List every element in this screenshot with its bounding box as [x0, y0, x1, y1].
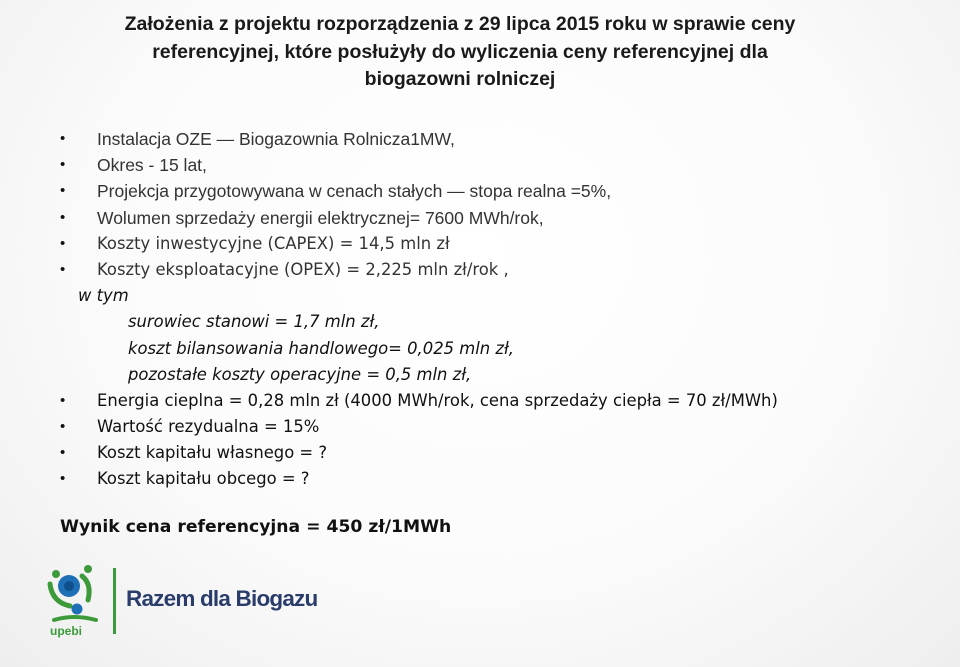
list-item-text: Wartość rezydualna = 15% — [97, 417, 320, 437]
list-item-text: Instalacja OZE — Biogazownia Rolnicza1MW, — [97, 129, 455, 149]
list-item-text: Koszt kapitału obcego = ? — [97, 469, 310, 489]
bullet-icon: • — [60, 444, 66, 462]
list-item-text: Okres - 15 lat, — [97, 155, 207, 176]
logo-divider — [113, 568, 116, 634]
sub-item-text: surowiec stanowi = 1,7 mln zł, — [128, 312, 380, 332]
list-item — [0, 205, 960, 231]
w-tym-label: w tym — [78, 286, 129, 306]
list-item — [0, 152, 960, 178]
bullet-icon: • — [60, 208, 66, 226]
sub-list-item — [0, 336, 960, 362]
bullet-icon: • — [60, 182, 66, 200]
bullet-icon: • — [60, 418, 66, 436]
slide-title — [110, 11, 810, 94]
list-item-text: Koszt kapitału własnego = ? — [97, 443, 328, 463]
list-item-text: Wolumen sprzedaży energii elektrycznej= 7600 MWh/rok, — [97, 207, 544, 228]
logo-arm-icon — [82, 576, 89, 600]
bullet-icon: • — [60, 391, 66, 409]
logo-head-core-icon — [64, 581, 74, 591]
assumptions-list — [0, 126, 960, 493]
title-line: referencyjnej, które posłużyły do wyliczenia ceny referencyjnej dla — [152, 40, 768, 63]
list-item — [0, 257, 960, 283]
result-line: Wynik cena referencyjna = 450 zł/1MWh — [60, 517, 452, 537]
list-item — [0, 414, 960, 440]
list-item — [0, 466, 960, 492]
list-item — [0, 178, 960, 204]
title-line: biogazowni rolniczej — [364, 68, 556, 90]
logo-dot-icon — [84, 565, 92, 573]
list-item-text: Energia cieplna = 0,28 mln zł (4000 MWh/rok, cena sprzedaży ciepła = 70 zł/MWh) — [97, 390, 778, 410]
brand-wordmark: Razem dla Biogazu — [126, 586, 318, 611]
bullet-icon: • — [60, 234, 66, 252]
w-tym-label-row — [0, 283, 960, 309]
bullet-icon: • — [60, 130, 66, 147]
logo-base-icon — [54, 617, 96, 620]
sub-list-item — [0, 362, 960, 388]
logo-dot-icon — [72, 604, 83, 615]
sub-item-text: pozostałe koszty operacyjne = 0,5 mln zł, — [128, 364, 472, 384]
list-item — [0, 231, 960, 257]
logo-dot-icon — [52, 570, 60, 578]
sub-list-item — [0, 309, 960, 335]
bullet-icon: • — [60, 260, 66, 278]
list-item — [0, 440, 960, 466]
logo-block — [44, 562, 344, 640]
list-item — [0, 388, 960, 414]
sub-item-text: koszt bilansowania handlowego= 0,025 mln zł, — [128, 338, 514, 358]
bullet-icon: • — [60, 156, 66, 174]
bullet-icon: • — [60, 470, 66, 488]
list-item-text: Koszty eksploatacyjne (OPEX) = 2,225 mln zł/rok , — [97, 259, 509, 279]
list-item — [0, 126, 960, 152]
list-item-text: Koszty inwestycyjne (CAPEX) = 14,5 mln zł — [97, 233, 450, 253]
list-item-text: Projekcja przygotowywana w cenach stałych — stopa realna =5%, — [97, 181, 612, 202]
title-line: Założenia z projektu rozporządzenia z 29 lipca 2015 roku w sprawie ceny — [124, 13, 796, 35]
upebi-wordmark: upebi — [50, 624, 82, 638]
